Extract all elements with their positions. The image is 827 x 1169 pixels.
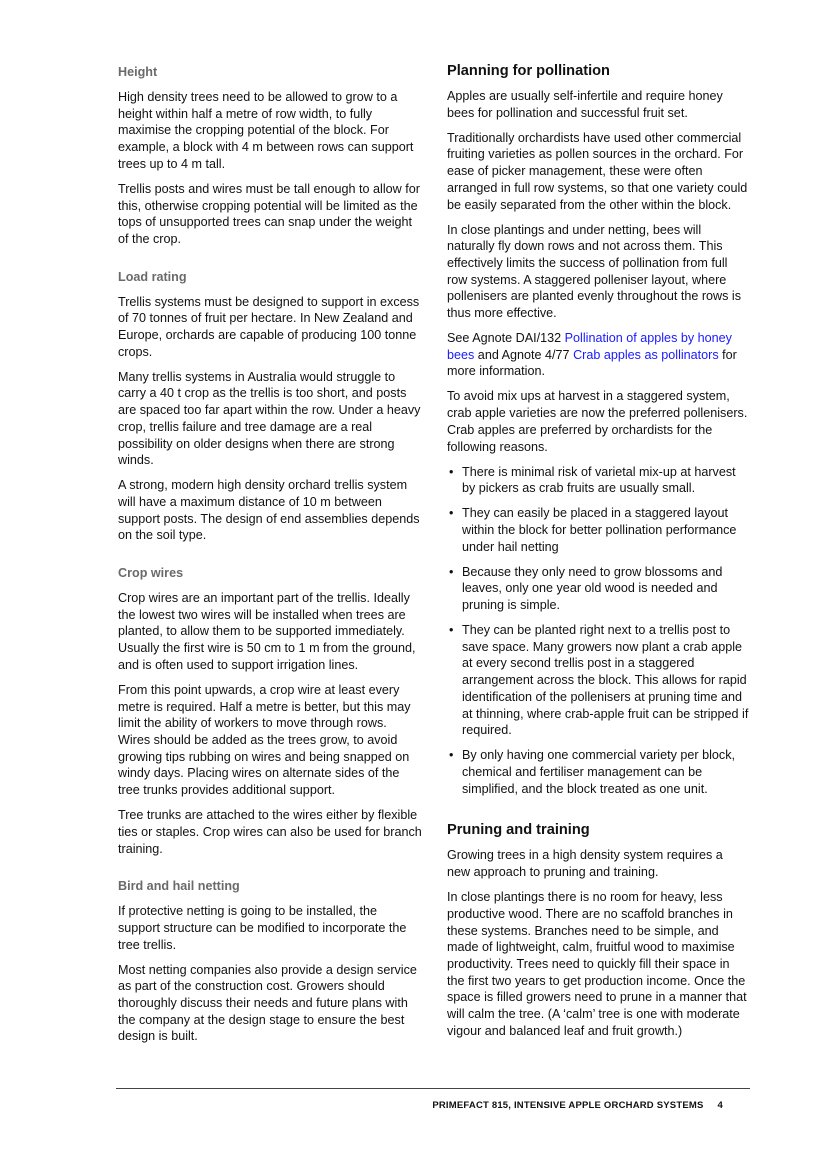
- paragraph: To avoid mix ups at harvest in a staggered system, crab apple varieties are now the preferred pollenisers. Crab apples are preferred by orchardists for the following reasons.: [447, 389, 748, 454]
- paragraph: Growing trees in a high density system requires a new approach to pruning and training.: [447, 848, 723, 880]
- reasons-list: [447, 464, 749, 798]
- bullet-icon: •: [449, 623, 454, 638]
- subheading: Height: [118, 65, 158, 79]
- heading-pollination: Planning for pollination: [447, 63, 610, 79]
- section-height: [118, 64, 422, 248]
- footer-divider: [116, 1088, 750, 1089]
- list-item: [447, 564, 749, 614]
- list-item-text: By only having one commercial variety per block, chemical and fertiliser management can be simplified, and the block treated as one unit.: [462, 748, 735, 796]
- list-item-text: There is minimal risk of varietal mix-up at harvest by pickers as crab fruits are usually small.: [462, 464, 736, 496]
- list-item-text: They can be planted right next to a trellis post to save space. Many growers now plant a crab apple at every second trellis post in a staggered arrangement across the block. This allows for rapid identification of the pollenisers at pruning time and at thinning, where crab-apple fruit can be stripped if required.: [462, 623, 749, 738]
- paragraph: Trellis systems must be designed to support in excess of 70 tonnes of fruit per hectare. In New Zealand and Europe, orchards are capable of producing 100 tonne crops.: [118, 294, 420, 359]
- paragraph: In close plantings there is no room for heavy, less productive wood. There are no scaffold branches in these systems. Branches need to be simple, and made of lightweight, calm, fruitful wood to maximise productivity. Trees need to quickly fill their space in the first two years to get production income. Once the space is filled growers need to prune in a manner that will calm the tree. (A ‘calm’ tree is one with moderate vigour and balanced leaf and fruit growth.): [447, 890, 747, 1038]
- page-footer: [432, 1100, 723, 1111]
- footer-title: PRIMEFACT 815, INTENSIVE APPLE ORCHARD SYSTEMS: [432, 1100, 704, 1111]
- right-column: [447, 62, 749, 1048]
- list-item-text: They can easily be placed in a staggered layout within the block for better pollination performance under hail netting: [462, 506, 737, 554]
- bullet-icon: •: [449, 748, 454, 763]
- text: and Agnote 4/77: [474, 347, 574, 362]
- section-load-rating: [118, 269, 422, 544]
- list-item: [447, 622, 749, 739]
- paragraph: Tree trunks are attached to the wires either by flexible ties or staples. Crop wires can also be used for branch training.: [118, 808, 422, 856]
- paragraph: Most netting companies also provide a design service as part of the construction cost. Growers should thoroughly discuss their needs and future plans with the company at the design stage to ensure the best design is built.: [118, 962, 417, 1044]
- link-pollination-honey-bees[interactable]: Pollination of apples by honey bees: [447, 331, 732, 362]
- left-column: [118, 62, 422, 1053]
- heading-pruning: Pruning and training: [447, 822, 590, 839]
- paragraph: Many trellis systems in Australia would struggle to carry a 40 t crop as the trellis is too short, and posts are spaced too far apart within the row. Under a heavy crop, trellis failure and tree damage are a real possibility on older designs when there are strong winds.: [118, 369, 421, 468]
- paragraph: In close plantings and under netting, bees will naturally fly down rows and not across them. This effectively limits the success of pollination from full row systems. A staggered polleniser layout, where pollenisers are planted evenly throughout the rows is thus more effective.: [447, 222, 742, 321]
- text: See Agnote DAI/132: [447, 331, 565, 346]
- bullet-icon: •: [449, 564, 454, 579]
- bullet-icon: •: [449, 506, 454, 521]
- section-netting: [118, 878, 422, 1045]
- bullet-icon: •: [449, 464, 454, 479]
- list-item: [447, 747, 749, 797]
- paragraph: Traditionally orchardists have used other commercial fruiting varieties as pollen sources in the orchard. For ease of picker management, these were often arranged in full row systems, so that one variety could be easily separated from the other within the block.: [447, 130, 748, 212]
- list-item: [447, 464, 749, 497]
- paragraph: A strong, modern high density orchard trellis system will have a maximum distance of 10 m between support posts. The design of end assemblies depends on the soil type.: [118, 478, 420, 543]
- paragraph: From this point upwards, a crop wire at least every metre is required. Half a metre is better, but this may limit the ability of workers to move through rows. Wires should be added as the trees grow, to avoid growing tips rubbing on wires and being snapped on windy days. Placing wires on alternate sides of the tree trunks provides additional support.: [118, 682, 411, 798]
- paragraph: Trellis posts and wires must be tall enough to allow for this, otherwise cropping potential will be limited as the tops of unsupported trees can snap under the weight of the crop.: [118, 181, 420, 246]
- text: for more information.: [447, 347, 737, 379]
- subheading: Load rating: [118, 269, 187, 284]
- paragraph: Crop wires are an important part of the trellis. Ideally the lowest two wires will be installed when trees are planted, to allow them to be supported immediately. Usually the first wire is 50 cm to 1 m from the ground, and is often used to support irrigation lines.: [118, 591, 416, 672]
- page-number: 4: [717, 1100, 723, 1111]
- paragraph: If protective netting is going to be installed, the support structure can be modified to incorporate the tree trellis.: [118, 904, 407, 952]
- paragraph: High density trees need to be allowed to grow to a height within half a metre of row width, to fully maximise the cropping potential of the block. For example, a block with 4 m between rows can support trees up to 4 m tall.: [118, 90, 414, 171]
- list-item-text: Because they only need to grow blossoms and leaves, only one year old wood is needed and pruning is simple.: [462, 564, 723, 613]
- section-crop-wires: [118, 565, 422, 857]
- link-crab-apples[interactable]: Crab apples as pollinators: [573, 347, 719, 362]
- subheading: Bird and hail netting: [118, 879, 240, 894]
- list-item: [447, 505, 749, 555]
- see-also-paragraph: [447, 330, 749, 380]
- subheading: Crop wires: [118, 566, 184, 581]
- paragraph: Apples are usually self-infertile and require honey bees for pollination and successful fruit set.: [447, 89, 723, 120]
